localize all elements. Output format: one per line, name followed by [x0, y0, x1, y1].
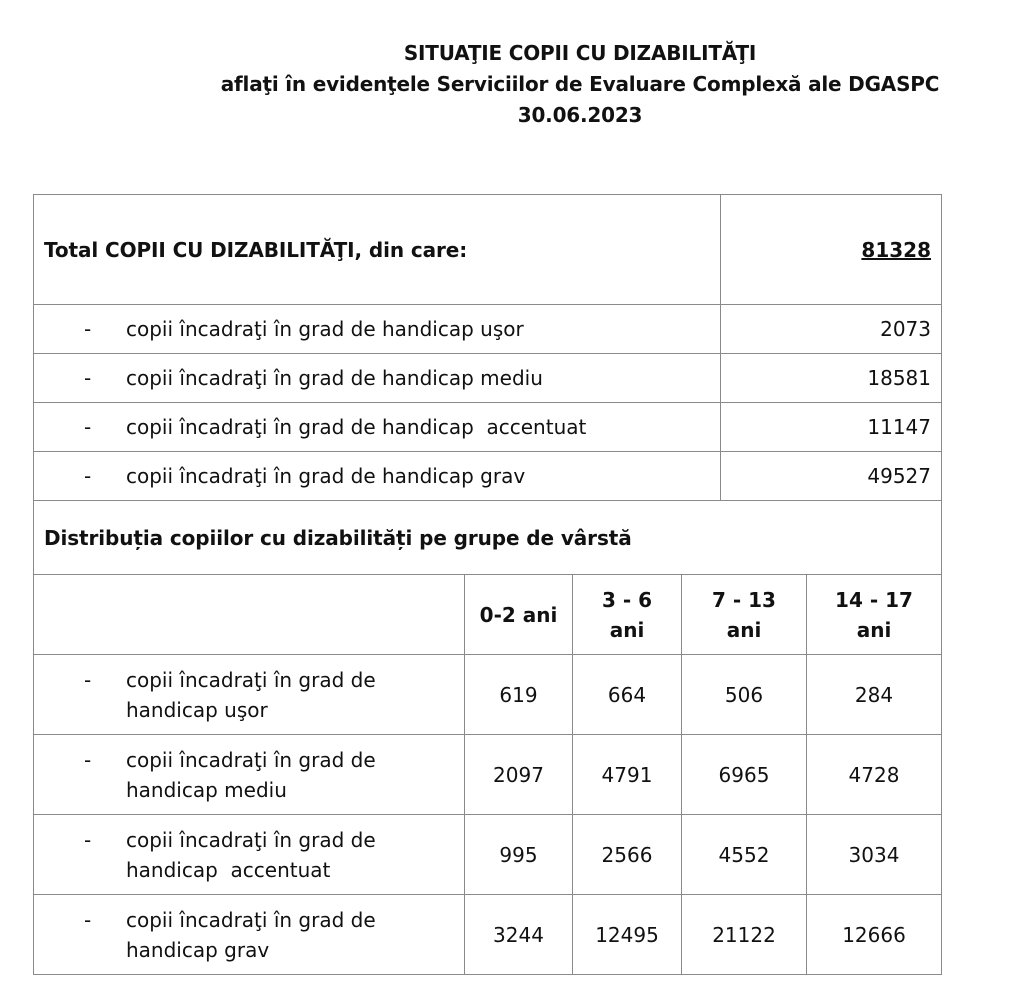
age-value-7-13: 6965 — [682, 735, 807, 815]
total-row — [34, 195, 942, 305]
age-header-row — [34, 575, 942, 655]
age-value-0-2: 995 — [465, 815, 573, 895]
age-group-header — [465, 575, 573, 655]
age-row-label-line2: handicap uşor — [126, 697, 268, 722]
age-group-line1: 3 - 6 — [601, 587, 653, 612]
total-value: 81328 — [721, 195, 942, 305]
grade-label: copii încadraţi în grad de handicap accentuat — [126, 415, 587, 439]
statistics-table — [33, 194, 942, 975]
age-row-label-cell — [34, 655, 465, 735]
age-row-label-line2: handicap accentuat — [126, 857, 331, 882]
document-subtitle: aflaţi în evidenţele Serviciilor de Evaluare Complexă ale DGASPC — [220, 72, 940, 96]
age-value-7-13: 21122 — [682, 895, 807, 975]
age-value-0-2: 2097 — [465, 735, 573, 815]
grade-value: 2073 — [721, 305, 942, 354]
document-title: SITUAŢIE COPII CU DIZABILITĂŢI — [403, 41, 757, 65]
age-group-header — [682, 575, 807, 655]
grade-row — [34, 305, 942, 354]
grade-value: 11147 — [721, 403, 942, 452]
age-value-7-13: 506 — [682, 655, 807, 735]
age-value-14-17: 284 — [807, 655, 942, 735]
age-distribution-row — [34, 655, 942, 735]
age-distribution-row — [34, 815, 942, 895]
age-value-14-17: 12666 — [807, 895, 942, 975]
age-value-14-17: 4728 — [807, 735, 942, 815]
age-group-line1: 0-2 ani — [479, 602, 558, 627]
age-group-line1: 7 - 13 — [712, 587, 776, 612]
grade-label-cell — [34, 354, 721, 403]
grade-row — [34, 403, 942, 452]
age-row-label-line1: copii încadraţi în grad de — [126, 747, 376, 772]
age-value-0-2: 3244 — [465, 895, 573, 975]
age-group-header — [807, 575, 942, 655]
age-value-3-6: 12495 — [573, 895, 682, 975]
age-value-3-6: 4791 — [573, 735, 682, 815]
grade-value: 18581 — [721, 354, 942, 403]
grade-label-cell — [34, 403, 721, 452]
document-date: 30.06.2023 — [517, 103, 643, 127]
grade-value: 49527 — [721, 452, 942, 501]
distribution-title: Distribuția copiilor cu dizabilități pe grupe de vârstă — [34, 501, 942, 575]
age-distribution-row — [34, 895, 942, 975]
grade-label: copii încadraţi în grad de handicap mediu — [126, 366, 543, 390]
age-group-line2: ani — [726, 617, 762, 642]
age-value-14-17: 3034 — [807, 815, 942, 895]
bullet-dash: - — [84, 907, 92, 932]
age-row-label-cell — [34, 735, 465, 815]
age-row-label-line1: copii încadraţi în grad de — [126, 667, 376, 692]
age-distribution-row — [34, 735, 942, 815]
age-value-3-6: 664 — [573, 655, 682, 735]
distribution-title-row — [34, 501, 942, 575]
age-group-line1: 14 - 17 — [835, 587, 913, 612]
age-row-label-cell — [34, 895, 465, 975]
grade-label: copii încadraţi în grad de handicap grav — [126, 464, 526, 488]
age-row-label-line1: copii încadraţi în grad de — [126, 907, 376, 932]
grade-row — [34, 452, 942, 501]
bullet-dash: - — [84, 366, 92, 390]
grade-label: copii încadraţi în grad de handicap uşor — [126, 317, 524, 341]
age-row-label-line1: copii încadraţi în grad de — [126, 827, 376, 852]
bullet-dash: - — [84, 667, 92, 692]
total-label: Total COPII CU DIZABILITĂŢI, din care: — [34, 195, 721, 305]
age-value-7-13: 4552 — [682, 815, 807, 895]
age-row-label-line2: handicap mediu — [126, 777, 287, 802]
age-row-label-line2: handicap grav — [126, 937, 270, 962]
age-row-label-cell — [34, 815, 465, 895]
bullet-dash: - — [84, 415, 92, 439]
grade-row — [34, 354, 942, 403]
document-header — [0, 38, 1024, 131]
age-group-line2: ani — [609, 617, 645, 642]
bullet-dash: - — [84, 827, 92, 852]
age-group-line2: ani — [856, 617, 892, 642]
bullet-dash: - — [84, 317, 92, 341]
age-group-header — [573, 575, 682, 655]
bullet-dash: - — [84, 464, 92, 488]
grade-label-cell — [34, 452, 721, 501]
bullet-dash: - — [84, 747, 92, 772]
grade-label-cell — [34, 305, 721, 354]
age-header-empty — [34, 575, 465, 655]
age-value-3-6: 2566 — [573, 815, 682, 895]
age-value-0-2: 619 — [465, 655, 573, 735]
